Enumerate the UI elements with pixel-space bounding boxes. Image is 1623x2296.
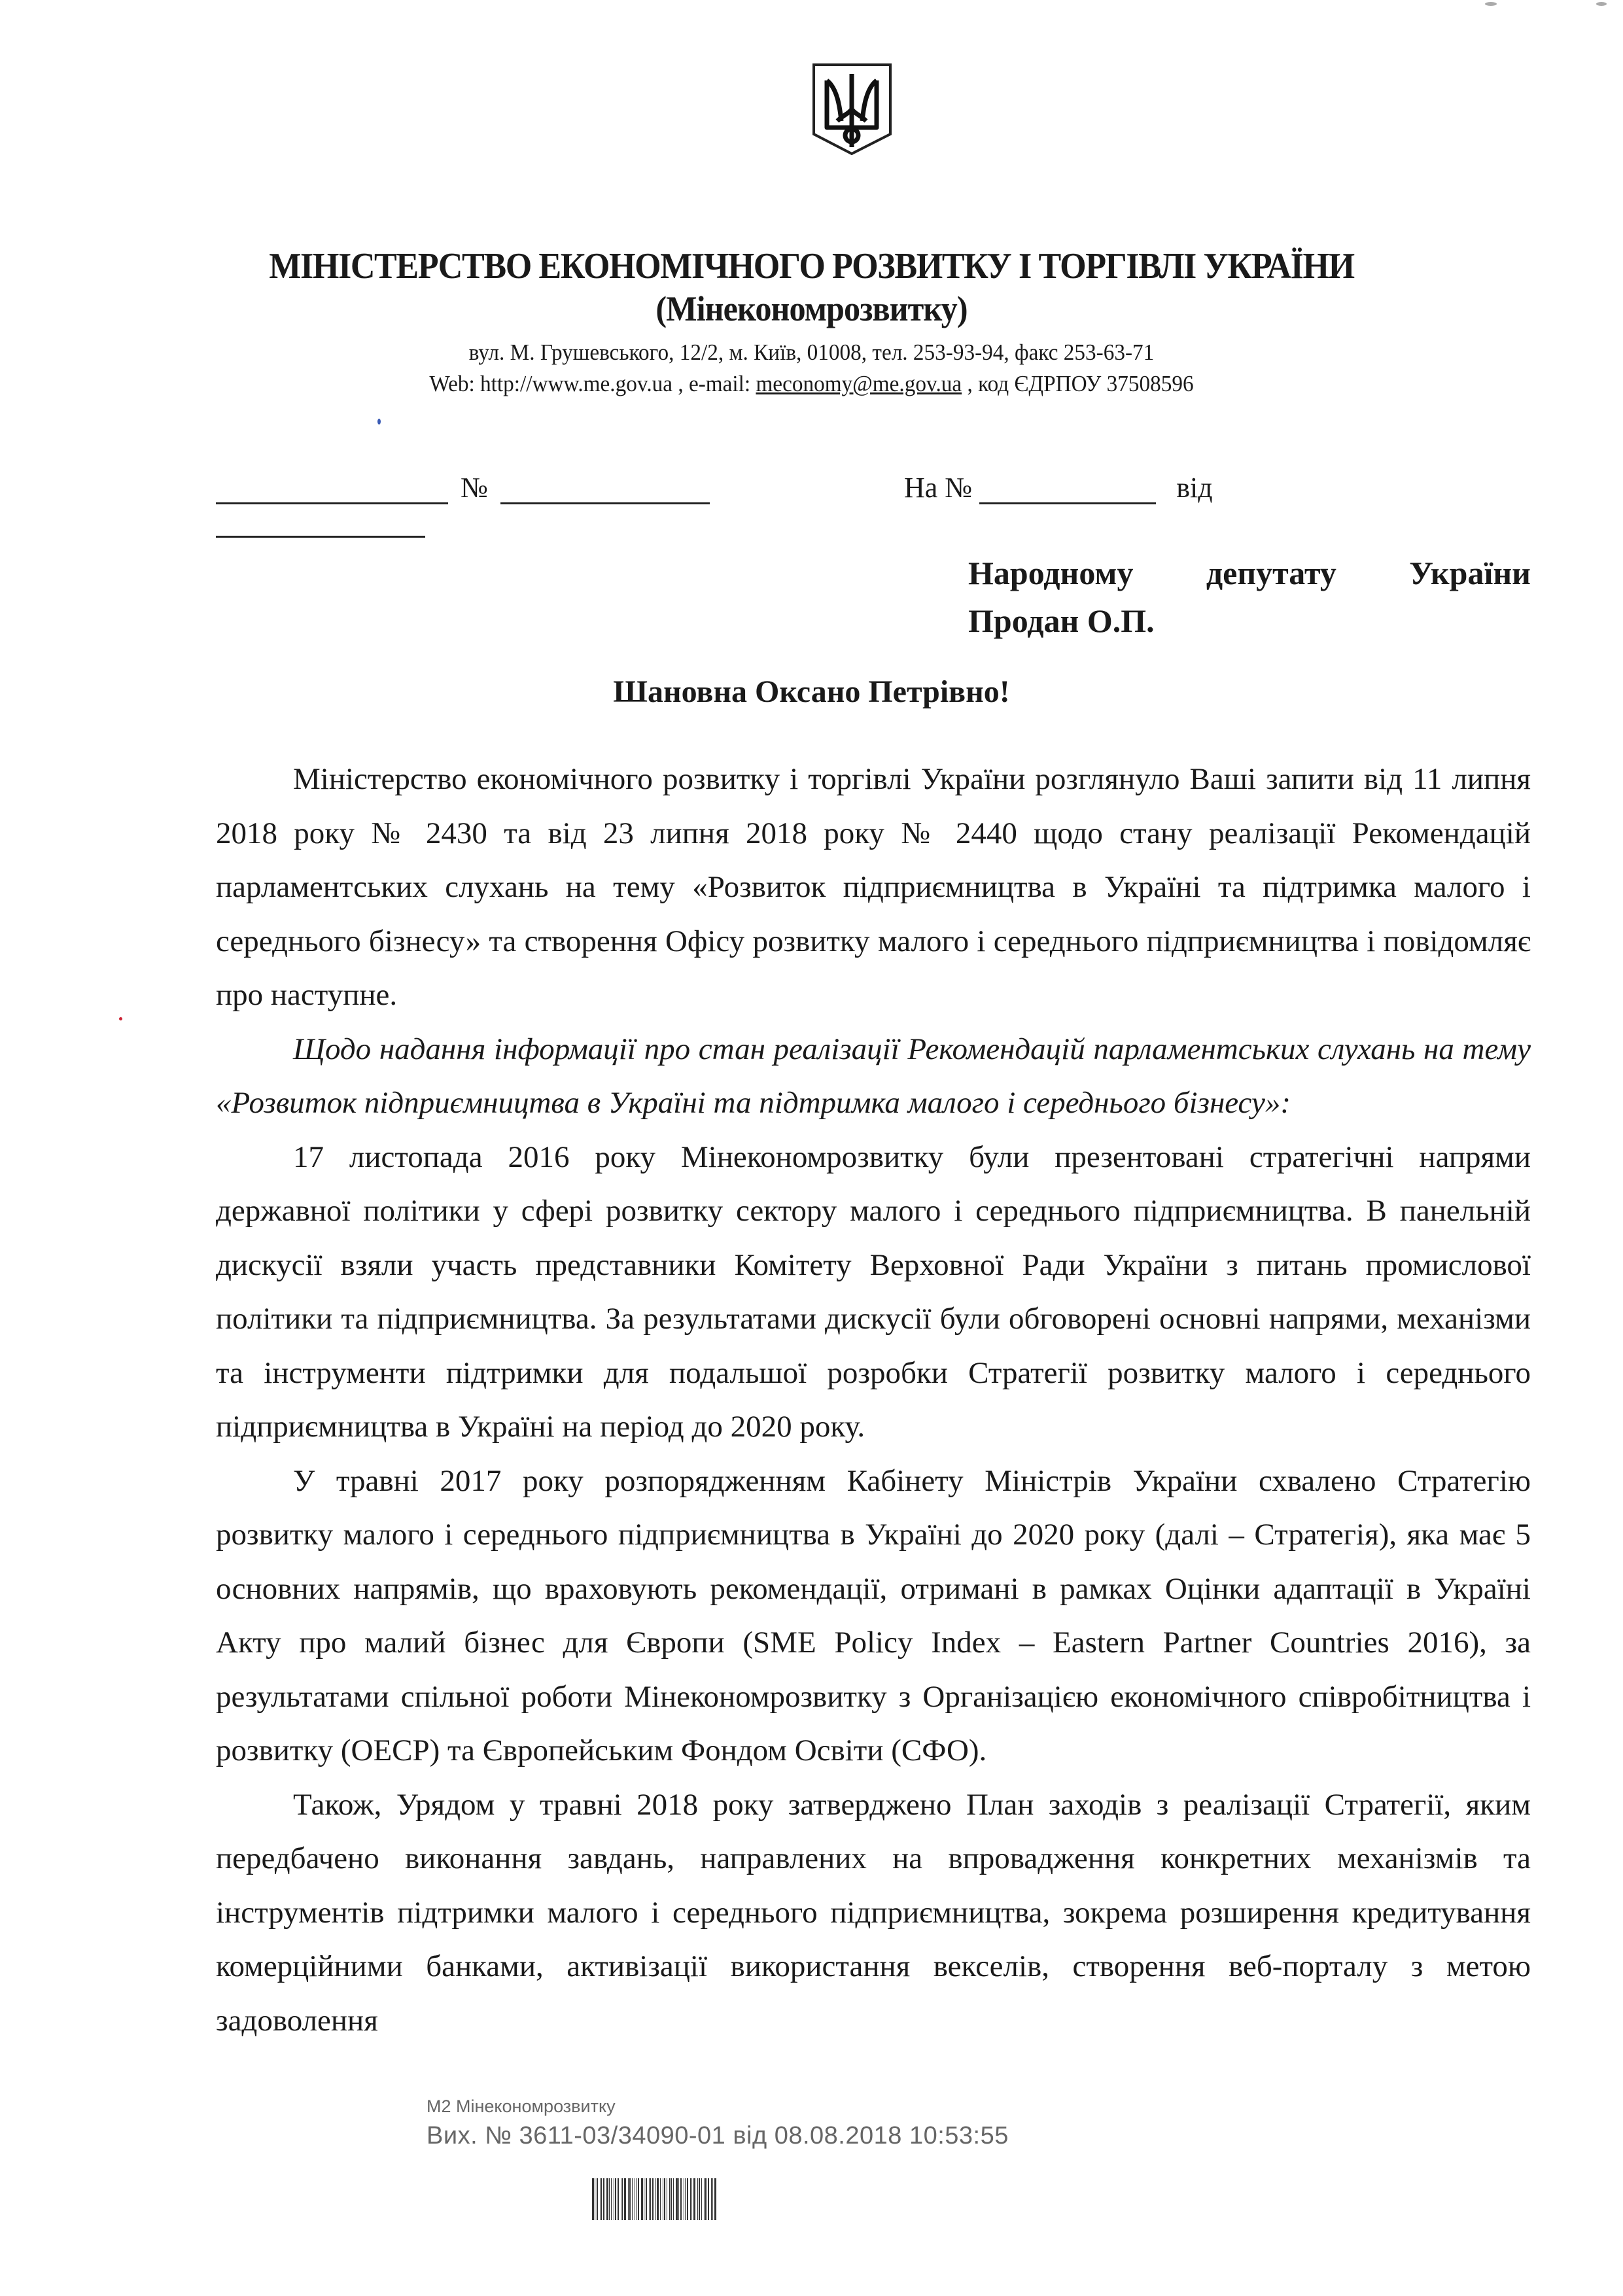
barcode-bar — [609, 2178, 610, 2220]
ministry-contacts — [41, 368, 1582, 399]
stamp-office: М2 Мінекономрозвитку — [427, 2096, 616, 2116]
paragraph: 17 листопада 2016 року Мінекономрозвитку були презентовані стратегічні напрями державної політики у сфері розвитку сектору малого і середнього підприємництва. В панельній дискусії взяли участь представники Комітету Верховної Ради України з питань промислової політики та підприємництва. За результатами дискусії були обговорені основні напрями, механізми та інструменти підтримки для подальшої розробки Стратегії розвитку малого і середнього підприємництва в Україні на період до 2020 року. — [216, 1139, 1531, 1444]
addressee-word: Народному — [968, 555, 1134, 591]
ministry-name: МІНІСТЕРСТВО ЕКОНОМІЧНОГО РОЗВИТКУ І ТОРГІВЛІ УКРАЇНИ — [269, 246, 1354, 287]
reply-number-field — [979, 474, 1156, 504]
paragraph: Міністерство економічного розвитку і торгівлі України розглянуло Ваші запити від 11 липня 2018 року № 2430 та від 23 липня 2018 року № 2440 щодо стану реалізації Рекомендацій парламентських слухань на тему «Розвиток підприємництва в Україні та підтримка малого і середнього бізнесу» та створення Офісу розвитку малого і середнього підприємництва і повідомляє про наступне. — [216, 762, 1531, 1012]
barcode-bar — [652, 2178, 654, 2220]
barcode-bar — [680, 2178, 682, 2220]
barcode-bar — [603, 2178, 604, 2220]
barcode-bar — [606, 2178, 608, 2220]
outgoing-number-field — [500, 474, 710, 504]
barcode-bar — [678, 2178, 679, 2220]
barcode-bar — [646, 2178, 647, 2220]
addressee-name: Продан О.П. — [968, 602, 1155, 639]
addressee — [968, 549, 1531, 644]
barcode-bar — [649, 2178, 650, 2220]
barcode-bar — [624, 2178, 626, 2220]
edrpou-code: , код ЄДРПОУ 37508596 — [962, 370, 1194, 396]
barcode-bar — [618, 2178, 619, 2220]
barcode-bar — [714, 2178, 716, 2220]
paragraph: Також, Урядом у травні 2018 року затверджено План заходів з реалізації Стратегії, яким передбачено виконання завдань, направлених на впровадження конкретних механізмів та інструментів підтримки малого і середнього підприємництва, зокрема розширення кредитування комерційними банками, активізації використання векселів, створення веб-порталу з метою задоволення — [216, 1787, 1531, 2038]
barcode-bar — [690, 2178, 691, 2220]
scan-speck — [377, 419, 381, 425]
barcode-bar — [708, 2178, 709, 2220]
barcode-bar — [641, 2178, 643, 2220]
barcode-bar — [701, 2178, 702, 2220]
reply-date-field — [216, 507, 425, 538]
barcode-bar — [638, 2178, 639, 2220]
web-label: Web: http://www.me.gov.ua , e-mail: — [429, 370, 756, 396]
ministry-address: вул. М. Грушевського, 12/2, м. Київ, 01008, тел. 253-93-94, факс 253-63-71 — [468, 339, 1155, 366]
barcode-icon — [592, 2178, 729, 2220]
barcode-bar — [622, 2178, 623, 2220]
barcode-bar — [629, 2178, 631, 2220]
outgoing-date-field — [216, 474, 448, 504]
number-sign: № — [461, 472, 488, 504]
barcode-bar — [601, 2178, 602, 2220]
barcode-bar — [660, 2178, 661, 2220]
section-heading-paragraph: Щодо надання інформації про стан реалізації Рекомендацій парламентських слухань на тему «Розвиток підприємництва в Україні та підтримка малого і середнього бізнесу»: — [216, 1032, 1531, 1120]
barcode-bar — [650, 2178, 651, 2220]
barcode-bar — [693, 2178, 695, 2220]
barcode-bar — [699, 2178, 700, 2220]
stamp-outgoing-number: Вих. № 3611-03/34090-01 від 08.08.2018 10:53:55 — [427, 2122, 1009, 2149]
scan-speck — [1485, 2, 1497, 6]
barcode-bar — [632, 2178, 633, 2220]
barcode-bar — [687, 2178, 688, 2220]
scan-speck — [119, 1017, 122, 1020]
barcode-bar — [597, 2178, 598, 2220]
barcode-bar — [600, 2178, 601, 2220]
reference-line — [216, 471, 1433, 510]
ministry-short-name: (Мінекономрозвитку) — [655, 289, 968, 329]
barcode-bar — [592, 2178, 594, 2220]
barcode-bar — [711, 2178, 712, 2220]
barcode-bar — [712, 2178, 713, 2220]
barcode-bar — [657, 2178, 659, 2220]
barcode-bar — [669, 2178, 670, 2220]
email-link[interactable]: meconomy@me.gov.ua — [756, 370, 962, 396]
salutation: Шановна Оксано Петрівно! — [613, 674, 1010, 709]
barcode-bar — [636, 2178, 637, 2220]
barcode-bar — [611, 2178, 612, 2220]
addressee-title — [968, 549, 1531, 597]
barcode-bar — [655, 2178, 656, 2220]
letterhead — [0, 245, 1623, 399]
barcode-bar — [704, 2178, 705, 2220]
barcode-bar — [615, 2178, 616, 2220]
barcode-bar — [673, 2178, 674, 2220]
barcode-bar — [628, 2178, 629, 2220]
coat-of-arms-icon — [811, 62, 893, 157]
addressee-word: депутату — [1206, 555, 1336, 591]
reply-to-label: На № — [903, 472, 973, 504]
paragraph: У травні 2017 року розпорядженням Кабінету Міністрів України схвалено Стратегію розвитку малого і середнього підприємництва в Україні до 2020 року (далі – Стратегія), яка має 5 основних напрямів, що враховують рекомендації, отримані в рамках Оцінки адаптації в Україні Акту про малий бізнес для Європи (SME Policy Index – Eastern Partner Countries 2016), за результатами спільної роботи Мінекономрозвитку з Організацією економічного співробітництва і розвитку (ОЕСР) та Європейським Фондом Освіти (СФО). — [216, 1463, 1531, 1767]
barcode-bar — [671, 2178, 672, 2220]
barcode-bar — [697, 2178, 698, 2220]
barcode-bar — [691, 2178, 692, 2220]
scan-speck — [1596, 2, 1607, 6]
letter-body — [216, 752, 1531, 2047]
barcode-bar — [685, 2178, 686, 2220]
barcode-bar — [676, 2178, 678, 2220]
from-label: від — [1176, 472, 1213, 504]
barcode-bar — [664, 2178, 665, 2220]
addressee-word: України — [1409, 555, 1531, 591]
barcode-bar — [705, 2178, 707, 2220]
registration-stamp — [427, 2096, 1009, 2150]
